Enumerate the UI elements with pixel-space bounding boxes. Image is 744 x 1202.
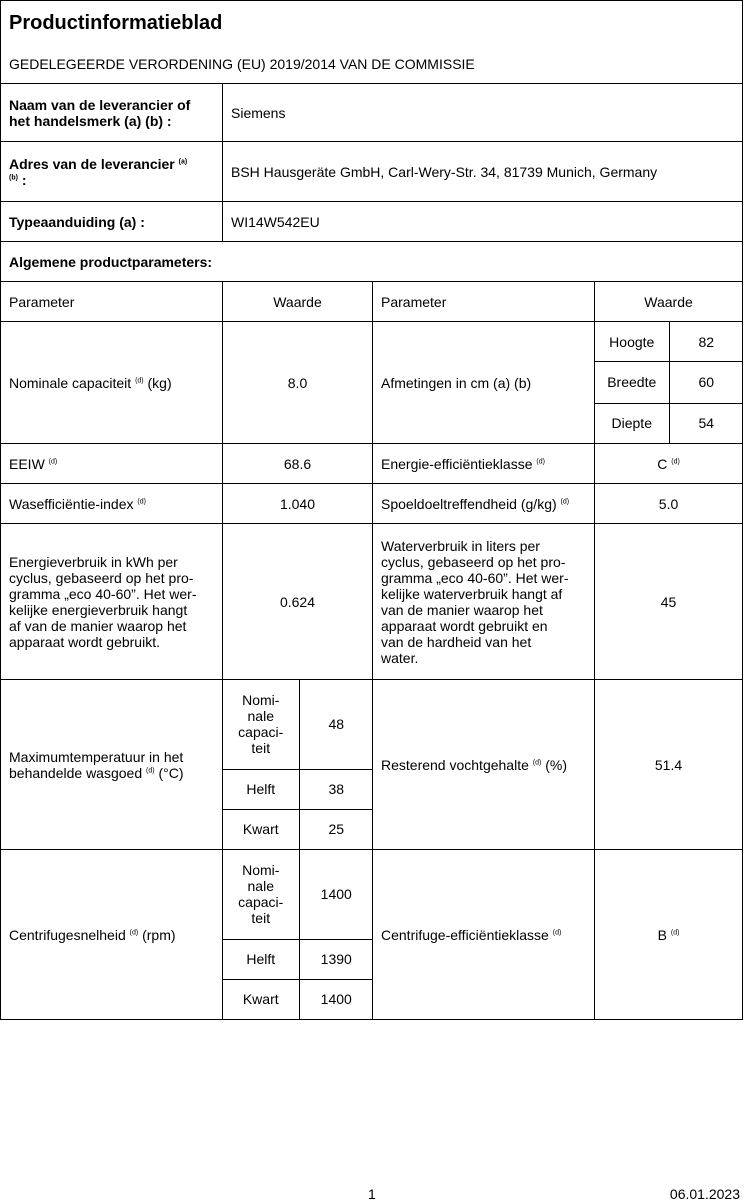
energy-class-value: C xyxy=(657,455,668,472)
spin-class-label: Centrifuge-efficiëntieklasse xyxy=(381,926,549,943)
rinse-label: Spoeldoeltreffendheid (g/kg) xyxy=(381,495,557,512)
wash-index-value: 1.040 xyxy=(223,484,373,524)
energy-consumption-line: apparaat wordt gebruikt. xyxy=(9,633,160,650)
height-label: Hoogte xyxy=(595,322,669,362)
wash-index-label-cell xyxy=(1,484,223,524)
width-value: 60 xyxy=(669,362,743,403)
supplier-label: Naam van de leverancier of het handelsmerk (a) (b) : xyxy=(1,84,223,142)
depth-value: 54 xyxy=(698,415,715,432)
energy-class-label: Energie-efficiëntieklasse xyxy=(381,455,533,472)
rinse-label-cell xyxy=(373,484,595,524)
water-consumption-line: gramma „eco 40-60”. Het wer- xyxy=(381,569,569,586)
dimensions-label: Afmetingen in cm (a) (b) xyxy=(373,322,595,444)
max-temp-sup: (d) xyxy=(146,766,155,774)
energy-consumption-label xyxy=(1,524,223,680)
moisture-label: Resterend vochtgehalte xyxy=(381,756,529,773)
address-sup-a: (a) xyxy=(178,157,188,165)
max-temp-cell xyxy=(223,680,373,850)
spin-speed-rated-label xyxy=(223,850,299,939)
header-value-1: Waarde xyxy=(223,282,373,322)
rated-line: teit xyxy=(251,740,271,757)
header-value-2: Waarde xyxy=(595,282,743,322)
water-consumption-line: van de manier waarop het xyxy=(381,601,543,618)
type-label: Typeaanduiding (a) : xyxy=(1,202,223,242)
rated-line: nale xyxy=(247,878,274,895)
spin-speed-label: Centrifugesnelheid xyxy=(9,926,126,943)
header-parameter-2: Parameter xyxy=(373,282,595,322)
max-temp-quarter-label: Kwart xyxy=(223,809,299,849)
wash-index-sup: (d) xyxy=(137,497,146,505)
energy-class-label-cell xyxy=(373,444,595,484)
rinse-sup: (d) xyxy=(560,497,570,505)
spin-speed-label-cell xyxy=(1,850,223,1020)
water-consumption-label xyxy=(373,524,595,680)
supplier-value: Siemens xyxy=(223,84,743,142)
max-temp-label xyxy=(1,680,223,850)
rated-line: teit xyxy=(251,910,271,927)
spin-speed-unit: (rpm) xyxy=(142,926,176,943)
energy-consumption-value: 0.624 xyxy=(223,524,373,680)
energy-class-sup: (d) xyxy=(536,457,545,465)
spin-class-value-sup: (d) xyxy=(670,928,680,936)
water-consumption-line: apparaat wordt gebruikt en xyxy=(381,617,548,634)
rinse-value: 5.0 xyxy=(595,484,743,524)
max-temp-label-line: Maximumtemperatuur in het xyxy=(9,748,184,765)
water-consumption-line: water. xyxy=(381,649,419,666)
rated-line: capaci- xyxy=(238,724,284,741)
capacity-unit: (kg) xyxy=(147,374,172,391)
eeiw-label-cell xyxy=(1,444,223,484)
moisture-label-cell xyxy=(373,680,595,850)
water-consumption-line: Waterverbruik in liters per xyxy=(381,537,540,554)
spin-speed-rated-value: 1400 xyxy=(299,850,373,939)
address-label: Adres van de leverancier xyxy=(9,155,175,172)
rated-line: Nomi- xyxy=(242,692,280,709)
spin-class-value: B xyxy=(657,926,667,943)
spin-speed-quarter-value: 1400 xyxy=(320,991,352,1008)
spin-speed-quarter-label: Kwart xyxy=(223,979,299,1019)
dimensions-cell xyxy=(595,322,743,444)
water-consumption-line: kelijke waterverbruik hangt af xyxy=(381,585,563,602)
max-temp-unit: (°C) xyxy=(158,764,184,781)
rated-line: capaci- xyxy=(238,894,284,911)
spin-speed-cell xyxy=(223,850,373,1020)
capacity-value: 8.0 xyxy=(223,322,373,444)
capacity-label: Nominale capaciteit xyxy=(9,374,132,391)
spin-speed-half-label: Helft xyxy=(223,939,299,979)
max-temp-quarter-value: 25 xyxy=(328,821,345,838)
spin-speed-sup: (d) xyxy=(129,928,139,936)
regulation-reference: GEDELEGEERDE VERORDENING (EU) 2019/2014 VAN DE COMMISSIE xyxy=(1,45,743,84)
wash-index-label: Wasefficiëntie-index xyxy=(9,495,134,512)
height-value: 82 xyxy=(669,322,743,362)
energy-consumption-line: gramma „eco 40-60”. Het wer- xyxy=(9,585,197,602)
type-value: WI14W542EU xyxy=(223,202,743,242)
water-consumption-value: 45 xyxy=(595,524,743,680)
eeiw-value: 68.6 xyxy=(223,444,373,484)
energy-class-value-sup: (d) xyxy=(671,457,680,465)
eeiw-sup: (d) xyxy=(48,457,58,465)
general-parameters-label: Algemene productparameters: xyxy=(1,242,743,282)
moisture-sup: (d) xyxy=(532,758,542,766)
sheet-title: Productinformatieblad xyxy=(1,1,743,46)
water-consumption-line: cyclus, gebaseerd op het pro- xyxy=(381,553,566,570)
address-label-cell xyxy=(1,142,223,202)
energy-consumption-line: af van de manier waarop het xyxy=(9,617,187,634)
page-number: 1 xyxy=(368,1186,376,1202)
moisture-unit: (%) xyxy=(545,756,567,773)
max-temp-half-value: 38 xyxy=(299,769,373,809)
capacity-label-cell xyxy=(1,322,223,444)
max-temp-label-line: behandelde wasgoed xyxy=(9,764,143,781)
address-sup-b: (b) xyxy=(9,173,18,181)
spin-class-value-cell xyxy=(595,850,743,1020)
spin-class-sup: (d) xyxy=(552,928,562,936)
energy-class-value-cell xyxy=(595,444,743,484)
moisture-value: 51.4 xyxy=(595,680,743,850)
max-temp-rated-label xyxy=(223,680,299,769)
address-colon: : xyxy=(21,171,27,188)
energy-consumption-line: Energieverbruik in kWh per xyxy=(9,553,178,570)
depth-label: Diepte xyxy=(595,403,669,443)
capacity-sup: (d) xyxy=(135,376,144,384)
width-label: Breedte xyxy=(595,362,669,403)
water-consumption-line: van de hardheid van het xyxy=(381,633,532,650)
max-temp-half-label: Helft xyxy=(223,769,299,809)
rated-line: nale xyxy=(247,708,274,725)
energy-consumption-line: kelijke energieverbruik hangt xyxy=(9,601,188,618)
rated-line: Nomi- xyxy=(242,862,280,879)
header-parameter-1: Parameter xyxy=(1,282,223,322)
eeiw-label: EEIW xyxy=(9,455,45,472)
max-temp-rated-value: 48 xyxy=(299,680,373,769)
spin-class-label-cell xyxy=(373,850,595,1020)
address-value: BSH Hausgeräte GmbH, Carl-Wery-Str. 34, 81739 Munich, Germany xyxy=(223,142,743,202)
energy-consumption-line: cyclus, gebaseerd op het pro- xyxy=(9,569,194,586)
spin-speed-half-value: 1390 xyxy=(299,939,373,979)
document-date: 06.01.2023 xyxy=(669,1186,740,1202)
